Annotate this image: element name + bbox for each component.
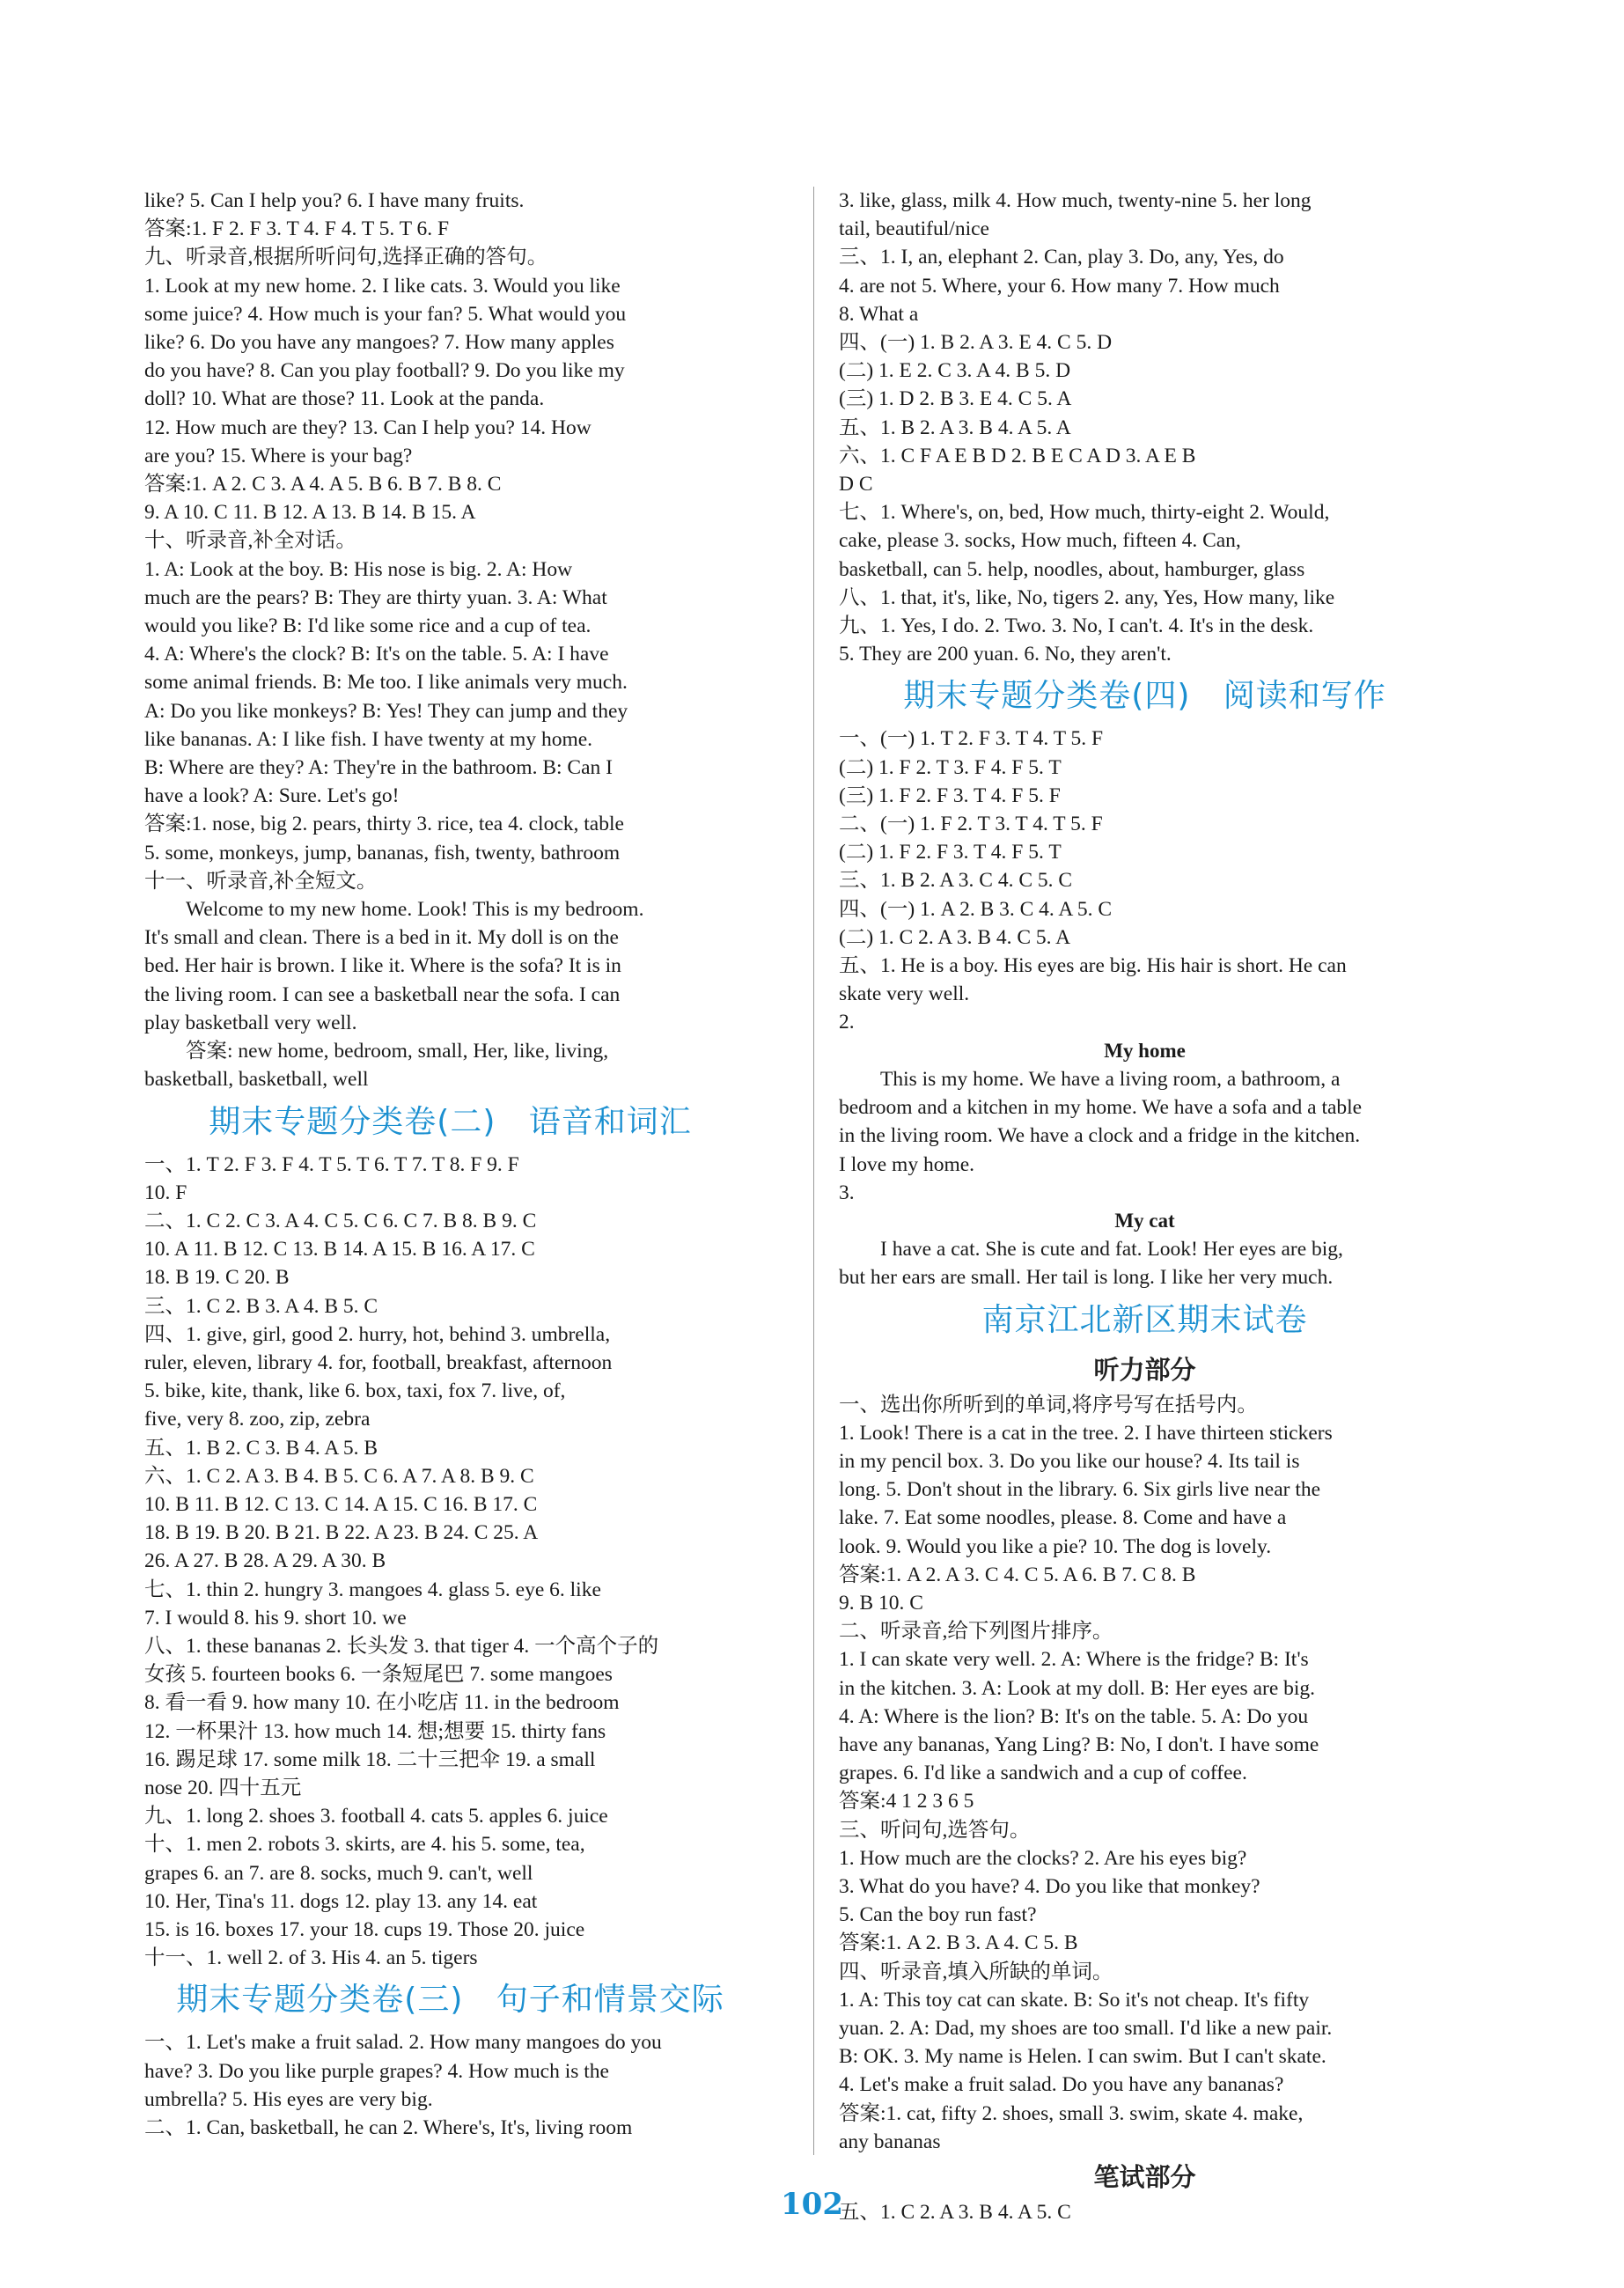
text-line: 四、听录音,填入所缺的单词。	[839, 1960, 1113, 1983]
text-line: 五、1. B 2. A 3. B 4. A 5. A	[839, 416, 1071, 439]
text-line: basketball, basketball, well	[144, 1068, 369, 1092]
text-line: 答案:4 1 2 3 6 5	[839, 1790, 974, 1813]
text-line: D C	[839, 473, 873, 497]
text-line: 12. 一杯果汁 13. how much 14. 想;想要 15. thirty fans	[144, 1719, 606, 1743]
text-line: (二) 1. F 2. F 3. T 4. F 5. T	[839, 841, 1062, 864]
text-line: 5. Can the boy run fast?	[839, 1903, 1037, 1927]
text-line: the living room. I can see a basketball near the sofa. I can	[144, 982, 621, 1006]
text-line: 三、1. B 2. A 3. C 4. C 5. C	[839, 869, 1073, 893]
text-line: 3. What do you have? 4. Do you like that monkey?	[839, 1874, 1260, 1898]
text-line: 五、1. He is a boy. His eyes are big. His hair is short. He can	[839, 954, 1347, 978]
page-number: 102	[781, 2187, 843, 2222]
text-line: 十一、1. well 2. of 3. His 4. an 5. tigers	[144, 1946, 478, 1970]
text-line: cake, please 3. socks, How much, fifteen 4. Can,	[839, 529, 1241, 553]
text-line: look. 9. Would you like a pie? 10. The dog is lovely.	[839, 1534, 1272, 1558]
text-line: 三、听问句,选答句。	[839, 1818, 1031, 1842]
section-heading: 南京江北新区期末试卷	[981, 1301, 1308, 1338]
text-line: (二) 1. E 2. C 3. A 4. B 5. D	[839, 359, 1071, 383]
text-line: 1. Look at my new home. 2. I like cats. 3. Would you like	[144, 274, 621, 298]
text-line: 三、1. I, an, elephant 2. Can, play 3. Do, any, Yes, do	[839, 246, 1284, 269]
text-line: 4. are not 5. Where, your 6. How many 7. How much	[839, 274, 1280, 298]
text-line: 26. A 27. B 28. A 29. A 30. B	[144, 1549, 386, 1573]
text-line: 九、1. long 2. shoes 3. football 4. cats 5. apples 6. juice	[144, 1805, 608, 1828]
text-line: 1. A: This toy cat can skate. B: So it's not cheap. It's fifty	[839, 1988, 1310, 2012]
text-line: 四、(一) 1. A 2. B 3. C 4. A 5. C	[839, 897, 1113, 921]
text-line: 3.	[839, 1181, 855, 1204]
section-heading: 期末专题分类卷(二) 语音和词汇	[209, 1103, 692, 1140]
text-line: 2.	[839, 1011, 855, 1034]
text-line: tail, beautiful/nice	[839, 217, 989, 241]
text-line: A: Do you like monkeys? B: Yes! They can jump and they	[144, 699, 628, 723]
right-column	[839, 187, 1451, 2226]
text-line: play basketball very well.	[144, 1011, 357, 1034]
text-line: 8. 看一看 9. how many 10. 在小吃店 11. in the bedroom	[144, 1691, 620, 1715]
text-line: much are the pears? B: They are thirty yuan. 3. A: What	[144, 585, 607, 609]
text-line: 4. Let's make a fruit salad. Do you have any bananas?	[839, 2073, 1284, 2097]
text-line: B: Where are they? A: They're in the bathroom. B: Can I	[144, 756, 613, 780]
text-line: but her ears are small. Her tail is long. I like her very much.	[839, 1266, 1334, 1290]
text-line: I love my home.	[839, 1152, 975, 1176]
text-line: lake. 7. Eat some noodles, please. 8. Come and have a	[839, 1506, 1287, 1530]
text-line: 三、1. C 2. B 3. A 4. B 5. C	[144, 1294, 378, 1318]
text-line: 女孩 5. fourteen books 6. 一条短尾巴 7. some mangoes	[144, 1663, 613, 1687]
text-line: 八、1. these bananas 2. 长头发 3. that tiger 4. 一个高个子的	[144, 1634, 659, 1658]
text-line: 五、1. B 2. C 3. B 4. A 5. B	[144, 1436, 378, 1460]
left-column	[144, 187, 756, 2142]
text-line: 二、1. Can, basketball, he can 2. Where's, It's, living room	[144, 2116, 633, 2139]
text-line: 5. They are 200 yuan. 6. No, they aren't.	[839, 643, 1172, 666]
text-line: grapes 6. an 7. are 8. socks, much 9. can't, well	[144, 1861, 533, 1885]
text-line: do you have? 8. Can you play football? 9. Do you like my	[144, 359, 625, 383]
text-line: 1. How much are the clocks? 2. Are his eyes big?	[839, 1846, 1247, 1870]
text-line: any bananas	[839, 2130, 941, 2153]
text-line: ruler, eleven, library 4. for, football, breakfast, afternoon	[144, 1350, 613, 1374]
text-line: 16. 踢足球 17. some milk 18. 二十三把伞 19. a small	[144, 1747, 596, 1771]
text-line: (二) 1. F 2. T 3. F 4. F 5. T	[839, 755, 1062, 779]
text-line: some animal friends. B: Me too. I like animals very much.	[144, 671, 628, 695]
text-line: 1. Look! There is a cat in the tree. 2. I have thirteen stickers	[839, 1421, 1333, 1445]
text-line: 答案: new home, bedroom, small, Her, like, living,	[186, 1040, 609, 1063]
text-line: like bananas. A: I like fish. I have twenty at my home.	[144, 727, 593, 751]
text-line: 九、听录音,根据所听问句,选择正确的答句。	[144, 246, 548, 269]
text-line: 二、(一) 1. F 2. T 3. T 4. T 5. F	[839, 813, 1103, 836]
text-line: some juice? 4. How much is your fan? 5. What would you	[144, 302, 627, 326]
text-line: 10. F	[144, 1181, 187, 1204]
text-line: 答案:1. cat, fifty 2. shoes, small 3. swim, skate 4. make,	[839, 2101, 1304, 2125]
text-line: skate very well.	[839, 982, 970, 1006]
text-line: 5. some, monkeys, jump, bananas, fish, twenty, bathroom	[144, 841, 621, 864]
text-line: 1. I can skate very well. 2. A: Where is the fridge? B: It's	[839, 1648, 1309, 1672]
text-line: (二) 1. C 2. A 3. B 4. C 5. A	[839, 925, 1071, 949]
text-line: like? 5. Can I help you? 6. I have many fruits.	[144, 189, 525, 212]
text-line: in my pencil box. 3. Do you like our house? 4. Its tail is	[839, 1449, 1300, 1473]
text-line: in the kitchen. 3. A: Look at my doll. B: Her eyes are big.	[839, 1676, 1316, 1700]
text-line: 一、1. Let's make a fruit salad. 2. How many mangoes do you	[144, 2031, 662, 2055]
text-line: 9. A 10. C 11. B 12. A 13. B 14. B 15. A	[144, 501, 476, 525]
essay-title: My cat	[1114, 1209, 1175, 1232]
text-line: 15. is 16. boxes 17. your 18. cups 19. Those 20. juice	[144, 1917, 585, 1941]
text-line: 四、1. give, girl, good 2. hurry, hot, behind 3. umbrella,	[144, 1322, 611, 1346]
text-line: 六、1. C F A E B D 2. B E C A D 3. A E B	[839, 444, 1196, 467]
sub-heading: 听力部分	[1093, 1354, 1196, 1385]
text-line: 3. like, glass, milk 4. How much, twenty-nine 5. her long	[839, 189, 1312, 212]
text-line: 十一、听录音,补全短文。	[144, 869, 378, 893]
text-line: 8. What a	[839, 302, 919, 326]
text-line: (三) 1. F 2. F 3. T 4. F 5. F	[839, 784, 1061, 807]
text-line: 七、1. thin 2. hungry 3. mangoes 4. glass 5. eye 6. like	[144, 1578, 601, 1601]
text-line: 18. B 19. B 20. B 21. B 22. A 23. B 24. C 25. A	[144, 1521, 539, 1545]
text-line: five, very 8. zoo, zip, zebra	[144, 1408, 371, 1431]
text-line: yuan. 2. A: Dad, my shoes are too small. I'd like a new pair.	[839, 2016, 1333, 2040]
text-line: 4. A: Where is the lion? B: It's on the table. 5. A: Do you	[839, 1704, 1309, 1728]
essay-title: My home	[1104, 1039, 1186, 1062]
text-line: Welcome to my new home. Look! This is my bedroom.	[186, 898, 644, 922]
text-line: 5. bike, kite, thank, like 6. box, taxi, fox 7. live, of,	[144, 1379, 566, 1403]
text-line: have a look? A: Sure. Let's go!	[144, 784, 400, 808]
text-line: 二、听录音,给下列图片排序。	[839, 1620, 1113, 1644]
text-line: 10. A 11. B 12. C 13. B 14. A 15. B 16. A 17. C	[144, 1238, 535, 1262]
text-line: 二、1. C 2. C 3. A 4. C 5. C 6. C 7. B 8. B 9. C	[144, 1209, 537, 1232]
text-line: basketball, can 5. help, noodles, about, hamburger, glass	[839, 557, 1305, 581]
text-line: 一、1. T 2. F 3. F 4. T 5. T 6. T 7. T 8. F 9. F	[144, 1152, 519, 1176]
text-line: 答案:1. A 2. A 3. C 4. C 5. A 6. B 7. C 8. B	[839, 1563, 1196, 1586]
text-line: 答案:1. A 2. C 3. A 4. A 5. B 6. B 7. B 8. C	[144, 473, 502, 497]
text-line: 答案:1. nose, big 2. pears, thirty 3. rice, tea 4. clock, table	[144, 813, 624, 836]
text-line: 4. A: Where's the clock? B: It's on the table. 5. A: I have	[144, 643, 609, 666]
text-line: 七、1. Where's, on, bed, How much, thirty-eight 2. Would,	[839, 501, 1330, 525]
text-line: 9. B 10. C	[839, 1591, 923, 1615]
text-line: 一、选出你所听到的单词,将序号写在括号内。	[839, 1393, 1258, 1416]
text-line: This is my home. We have a living room, a bathroom, a	[880, 1067, 1341, 1091]
text-line: long. 5. Don't shout in the library. 6. Six girls live near the	[839, 1478, 1321, 1502]
text-line: 10. Her, Tina's 11. dogs 12. play 13. any 14. eat	[144, 1889, 538, 1913]
sub-heading: 笔试部分	[1093, 2162, 1196, 2192]
text-line: bedroom and a kitchen in my home. We have a sofa and a table	[839, 1096, 1363, 1120]
text-line: 四、(一) 1. B 2. A 3. E 4. C 5. D	[839, 331, 1113, 355]
text-line: 答案:1. A 2. B 3. A 4. C 5. B	[839, 1931, 1078, 1955]
text-line: have? 3. Do you like purple grapes? 4. How much is the	[144, 2059, 609, 2083]
text-line: have any bananas, Yang Ling? B: No, I don't. I have some	[839, 1733, 1319, 1756]
text-line: 九、1. Yes, I do. 2. Two. 3. No, I can't. 4. It's in the desk.	[839, 614, 1314, 638]
text-line: I have a cat. She is cute and fat. Look! Her eyes are big,	[880, 1238, 1343, 1262]
column-divider	[813, 187, 814, 2155]
text-line: 八、1. that, it's, like, No, tigers 2. any, Yes, How many, like	[839, 585, 1335, 609]
text-line: would you like? B: I'd like some rice and a cup of tea.	[144, 614, 592, 638]
text-line: in the living room. We have a clock and a fridge in the kitchen.	[839, 1124, 1361, 1148]
text-line: umbrella? 5. His eyes are very big.	[144, 2087, 433, 2111]
text-line: doll? 10. What are those? 11. Look at the panda.	[144, 387, 545, 411]
text-line: 10. B 11. B 12. C 13. C 14. A 15. C 16. B 17. C	[144, 1492, 538, 1516]
text-line: 7. I would 8. his 9. short 10. we	[144, 1606, 407, 1630]
text-line: 六、1. C 2. A 3. B 4. B 5. C 6. A 7. A 8. B 9. C	[144, 1464, 534, 1488]
text-line: 一、(一) 1. T 2. F 3. T 4. T 5. F	[839, 727, 1104, 751]
text-line: B: OK. 3. My name is Helen. I can swim. But I can't skate.	[839, 2045, 1326, 2069]
text-line: are you? 15. Where is your bag?	[144, 444, 413, 467]
text-line: 十、1. men 2. robots 3. skirts, are 4. his 5. some, tea,	[144, 1833, 585, 1857]
text-line: grapes. 6. I'd like a sandwich and a cup of coffee.	[839, 1762, 1247, 1785]
text-line: nose 20. 四十五元	[144, 1776, 302, 1799]
text-line: 答案:1. F 2. F 3. T 4. F 4. T 5. T 6. F	[144, 217, 450, 241]
text-line: It's small and clean. There is a bed in it. My doll is on the	[144, 926, 619, 950]
text-line: like? 6. Do you have any mangoes? 7. How many apples	[144, 331, 614, 355]
text-line: (三) 1. D 2. B 3. E 4. C 5. A	[839, 387, 1072, 411]
text-line: bed. Her hair is brown. I like it. Where is the sofa? It is in	[144, 954, 621, 978]
text-line: 十、听录音,补全对话。	[144, 529, 356, 553]
section-heading: 期末专题分类卷(四) 阅读和写作	[903, 678, 1386, 715]
section-heading: 期末专题分类卷(三) 句子和情景交际	[176, 1982, 724, 2019]
text-line: 五、1. C 2. A 3. B 4. A 5. C	[839, 2201, 1071, 2224]
text-line: 1. A: Look at the boy. B: His nose is big. 2. A: How	[144, 557, 573, 581]
text-line: 18. B 19. C 20. B	[144, 1266, 290, 1290]
text-line: 12. How much are they? 13. Can I help you? 14. How	[144, 416, 592, 439]
